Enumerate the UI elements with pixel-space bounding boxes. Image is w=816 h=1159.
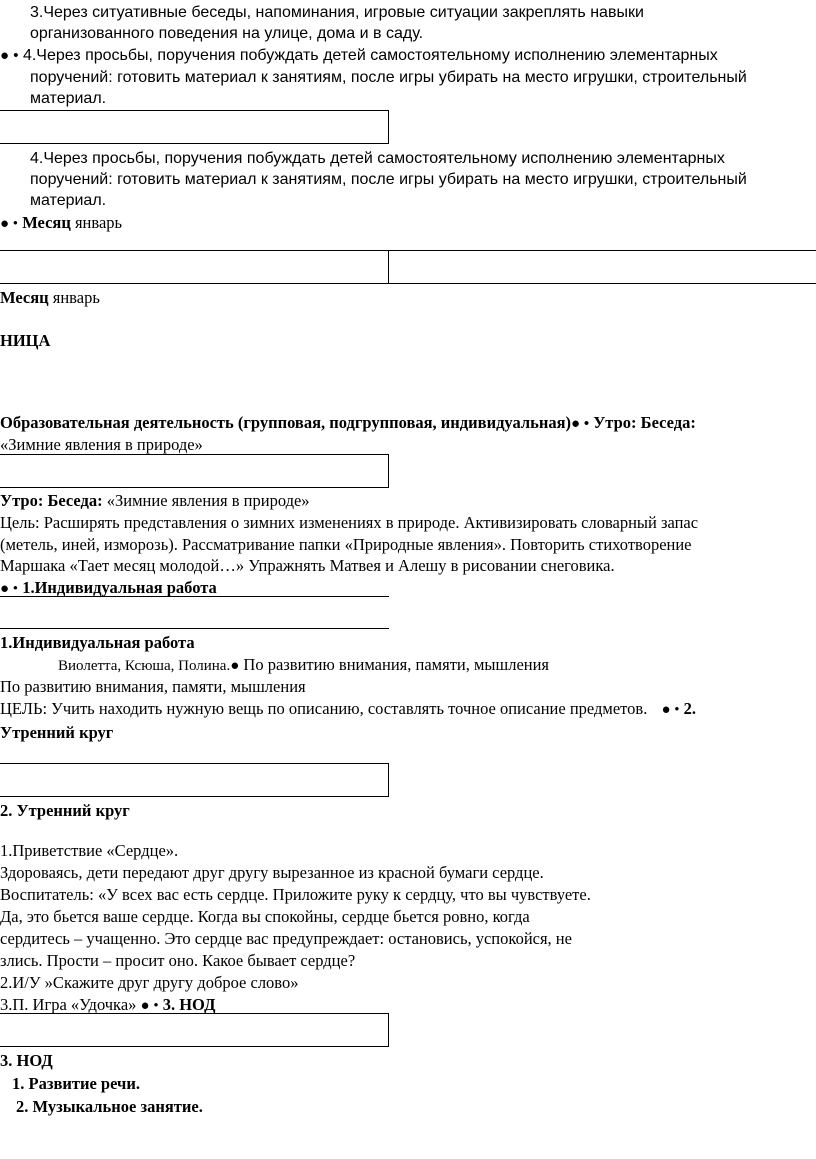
next-title: Утренний круг (0, 723, 114, 742)
circle-title: 2. Утренний круг (0, 801, 130, 820)
divider (0, 628, 389, 629)
nod-item-2: 2. Музыкальное занятие. (16, 1097, 203, 1116)
morning-goal-2: (метель, иней, изморозь). Рассматривание папки «Природные явления». Повторить стихотворение (0, 535, 692, 554)
table-cell-left (0, 250, 389, 284)
block2-line3: материал. (30, 192, 107, 209)
education-heading (0, 412, 696, 435)
text-box (0, 110, 389, 144)
circle-line-3: Воспитатель: «У всех вас есть сердце. Приложите руку к сердцу, что вы чувствуете. (0, 885, 591, 904)
bullet-icon: ● • (571, 416, 590, 432)
circle-line-5: сердитесь – учащенно. Это сердце вас предупреждает: остановись, успокойся, не (0, 929, 572, 948)
morning-line (0, 490, 310, 511)
month-value: январь (74, 213, 123, 232)
education-heading-text: Образовательная деятельность (групповая, подгрупповая, индивидуальная) (0, 413, 572, 432)
circle-line-1: 1.Приветствие «Сердце». (0, 841, 179, 860)
month-value: январь (52, 288, 100, 307)
individual-goal: ЦЕЛЬ: Учить находить нужную вещь по описанию, составлять точное описание предметов. (0, 699, 648, 718)
block1-line5: материал. (30, 90, 107, 107)
block1-line4: поручений: готовить материал к занятиям, после игры убирать на место игрушки, строительный (30, 69, 747, 86)
nod-link: 3. НОД (162, 995, 216, 1014)
block1-line1: 3.Через ситуативные беседы, напоминания, игровые ситуации закреплять навыки (30, 4, 644, 21)
morning-label: Утро: Беседа: (0, 491, 103, 510)
morning-label: Утро: Беседа: (593, 413, 696, 432)
bullet-icon: ● • (661, 702, 680, 718)
individual-names-line (58, 654, 549, 677)
next-number: 2. (683, 699, 697, 718)
block1-line3 (0, 45, 718, 66)
block2-line2: поручений: готовить материал к занятиям, после игры убирать на место игрушки, строительный (30, 171, 747, 188)
morning-goal-1: Цель: Расширять представления о зимних изменениях в природе. Активизировать словарный запас (0, 513, 699, 532)
circle-game: 3.П. Игра «Удочка» (0, 995, 137, 1014)
individual-topic: По развитию внимания, памяти, мышления (0, 677, 306, 696)
table-cell-right (388, 250, 816, 284)
circle-line-4: Да, это бьется ваше сердце. Когда вы спокойны, сердце бьется ровно, когда (0, 907, 530, 926)
individual-link: 1.Индивидуальная работа (22, 578, 217, 597)
morning-goal-3: Маршака «Тает месяц молодой…» Упражнять Матвея и Алешу в рисовании снеговика. (0, 556, 615, 575)
individual-topic-inline: По развитию внимания, памяти, мышления (243, 655, 550, 674)
individual-goal-line (0, 698, 696, 721)
individual-names: Виолетта, Ксюша, Полина. (58, 658, 231, 674)
text-box (0, 763, 389, 797)
circle-line-7: 2.И/У »Скажите друг другу доброе слово» (0, 973, 299, 992)
text-box (0, 454, 389, 488)
individual-title: 1.Индивидуальная работа (0, 633, 195, 652)
month-line (0, 287, 100, 308)
block1-line3-text: 4.Через просьбы, поручения побуждать детей самостоятельному исполнению элементарных (22, 47, 718, 64)
block2-line1: 4.Через просьбы, поручения побуждать детей самостоятельному исполнению элементарных (30, 150, 725, 167)
bullet-icon: ● • (140, 998, 159, 1014)
circle-line-6: злись. Прости – просит оно. Какое бывает сердце? (0, 951, 356, 970)
bullet-icon: ● • (0, 47, 19, 64)
morning-topic: «Зимние явления в природе» (106, 491, 310, 510)
month-label: Месяц (0, 288, 49, 307)
nod-item-1: 1. Развитие речи. (12, 1074, 140, 1093)
block1-line2: организованного поведения на улице, дома и в саду. (30, 25, 424, 42)
bullet-icon: ● (230, 658, 240, 674)
circle-line-2: Здороваясь, дети передают друг другу вырезанное из красной бумаги сердце. (0, 863, 544, 882)
month-label: Месяц (22, 213, 71, 232)
nod-title: 3. НОД (0, 1051, 53, 1070)
bullet-icon: ● • (0, 216, 19, 232)
bullet-icon: ● • (0, 581, 19, 597)
block2-month (0, 212, 122, 235)
education-topic: «Зимние явления в природе» (0, 435, 203, 454)
divider (0, 596, 389, 597)
text-box (0, 1013, 389, 1047)
text-fragment: НИЦА (0, 331, 51, 350)
